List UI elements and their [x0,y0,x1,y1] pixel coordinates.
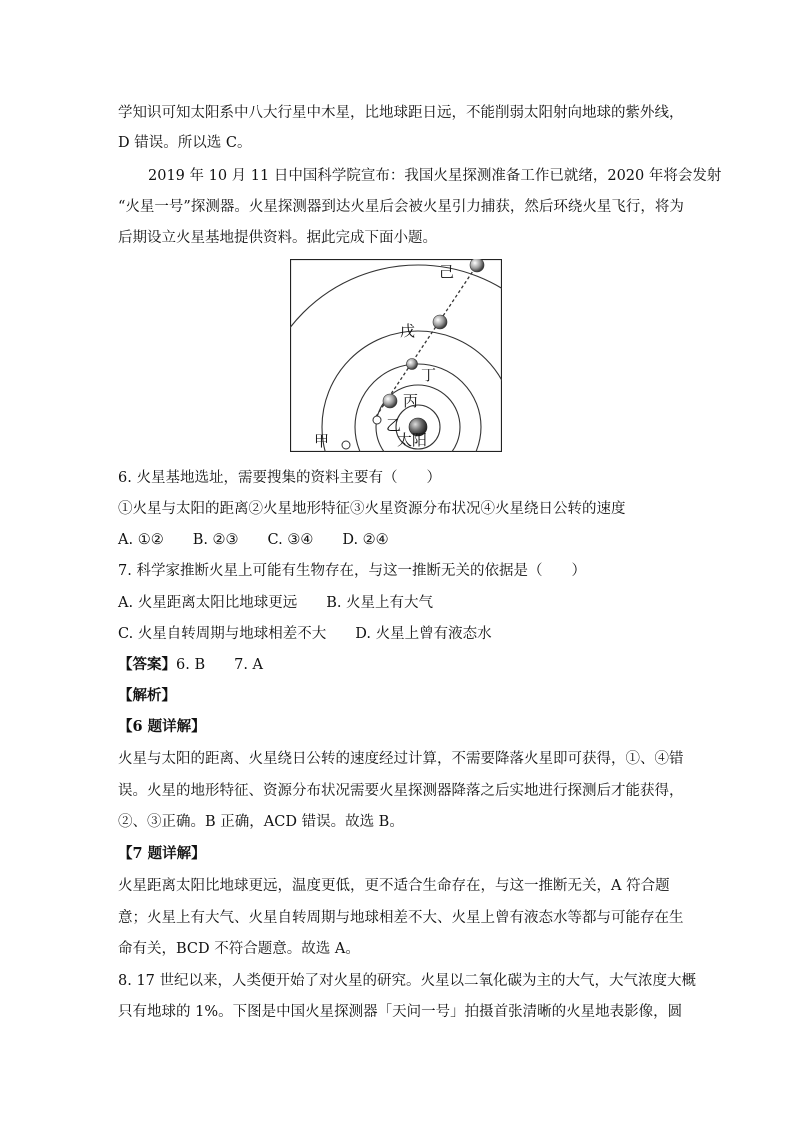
detail7-line-3: 命有关，BCD 不符合题意。故选 A。 [118,941,360,957]
answer-line [118,655,263,675]
label-wu: 戊 [400,322,416,340]
planet-ding [407,359,418,370]
passage-line-3: 后期设立火星基地提供资料。据此完成下面小题。 [118,230,437,246]
detail7-line-2: 意；火星上有大气、火星自转周期与地球相差不大、火星上曾有液态水等都与可能存在生 [118,910,684,926]
answer-label: 【答案】 [118,656,176,673]
intro-line-1: 学知识可知太阳系中八大行星中木星，比地球距日远，不能削弱太阳射向地球的紫外线， [118,105,684,121]
detail6-title: 【6 题详解】 [118,718,206,735]
detail6-line-2: 误。火星的地形特征、资源分布状况需要火星探测器降落之后实地进行探测后才能获得， [118,783,684,799]
q7-options-cd: C. 火星自转周期与地球相差不大 D. 火星上曾有液态水 [118,626,492,642]
q8-line-1: 8. 17 世纪以来，人类便开始了对火星的研究。火星以二氧化碳为主的大气，大气浓度大概 [118,973,696,989]
label-ji: 己 [439,263,455,281]
q8-line-2: 只有地球的 1%。下图是中国火星探测器「天问一号」拍摄首张清晰的火星地表影像，圆 [118,1004,683,1020]
detail7-line-1: 火星距离太阳比地球更远，温度更低，更不适合生命存在，与这一推断无关，A 符合题 [118,878,670,894]
q6-items: ①火星与太阳的距离②火星地形特征③火星资源分布状况④火星绕日公转的速度 [118,501,626,517]
label-sun: 太阳 [397,431,428,449]
passage-line-2: “火星一号”探测器。火星探测器到达火星后会被火星引力捕获，然后环绕火星飞行，将为 [118,199,684,215]
planet-ji [470,259,484,272]
planet-bing [383,394,397,408]
passage-line-1: 2019 年 10 月 11 日中国科学院宣布：我国火星探测准备工作已就绪，2020 年将会发射 [148,168,722,184]
planet-wu [433,315,447,329]
label-ding: 丁 [421,366,437,384]
solar-system-figure [290,259,502,452]
q6-options: A. ①② B. ②③ C. ③④ D. ②④ [118,532,389,548]
solar-system-diagram [290,259,502,452]
label-bing: 丙 [403,392,419,410]
q7-options-ab: A. 火星距离太阳比地球更远 B. 火星上有大气 [118,595,434,611]
q7-stem: 7. 科学家推断火星上可能有生物存在，与这一推断无关的依据是（ ） [118,563,586,579]
label-jia: 甲 [314,432,330,450]
label-yi: 乙 [386,416,402,434]
planet-jia [342,441,350,449]
detail6-line-1: 火星与太阳的距离、火星绕日公转的速度经过计算，不需要降落火星即可获得，①、④错 [118,751,684,767]
q6-stem: 6. 火星基地选址，需要搜集的资料主要有（ ） [118,470,441,486]
detail7-title: 【7 题详解】 [118,845,206,862]
intro-line-2: D 错误。所以选 C。 [118,135,252,151]
detail6-line-3: ②、③正确。B 正确，ACD 错误。故选 B。 [118,814,404,830]
answer-text: 6. B 7. A [176,657,264,673]
analysis-label: 【解析】 [118,687,176,704]
planet-yi [373,416,381,424]
